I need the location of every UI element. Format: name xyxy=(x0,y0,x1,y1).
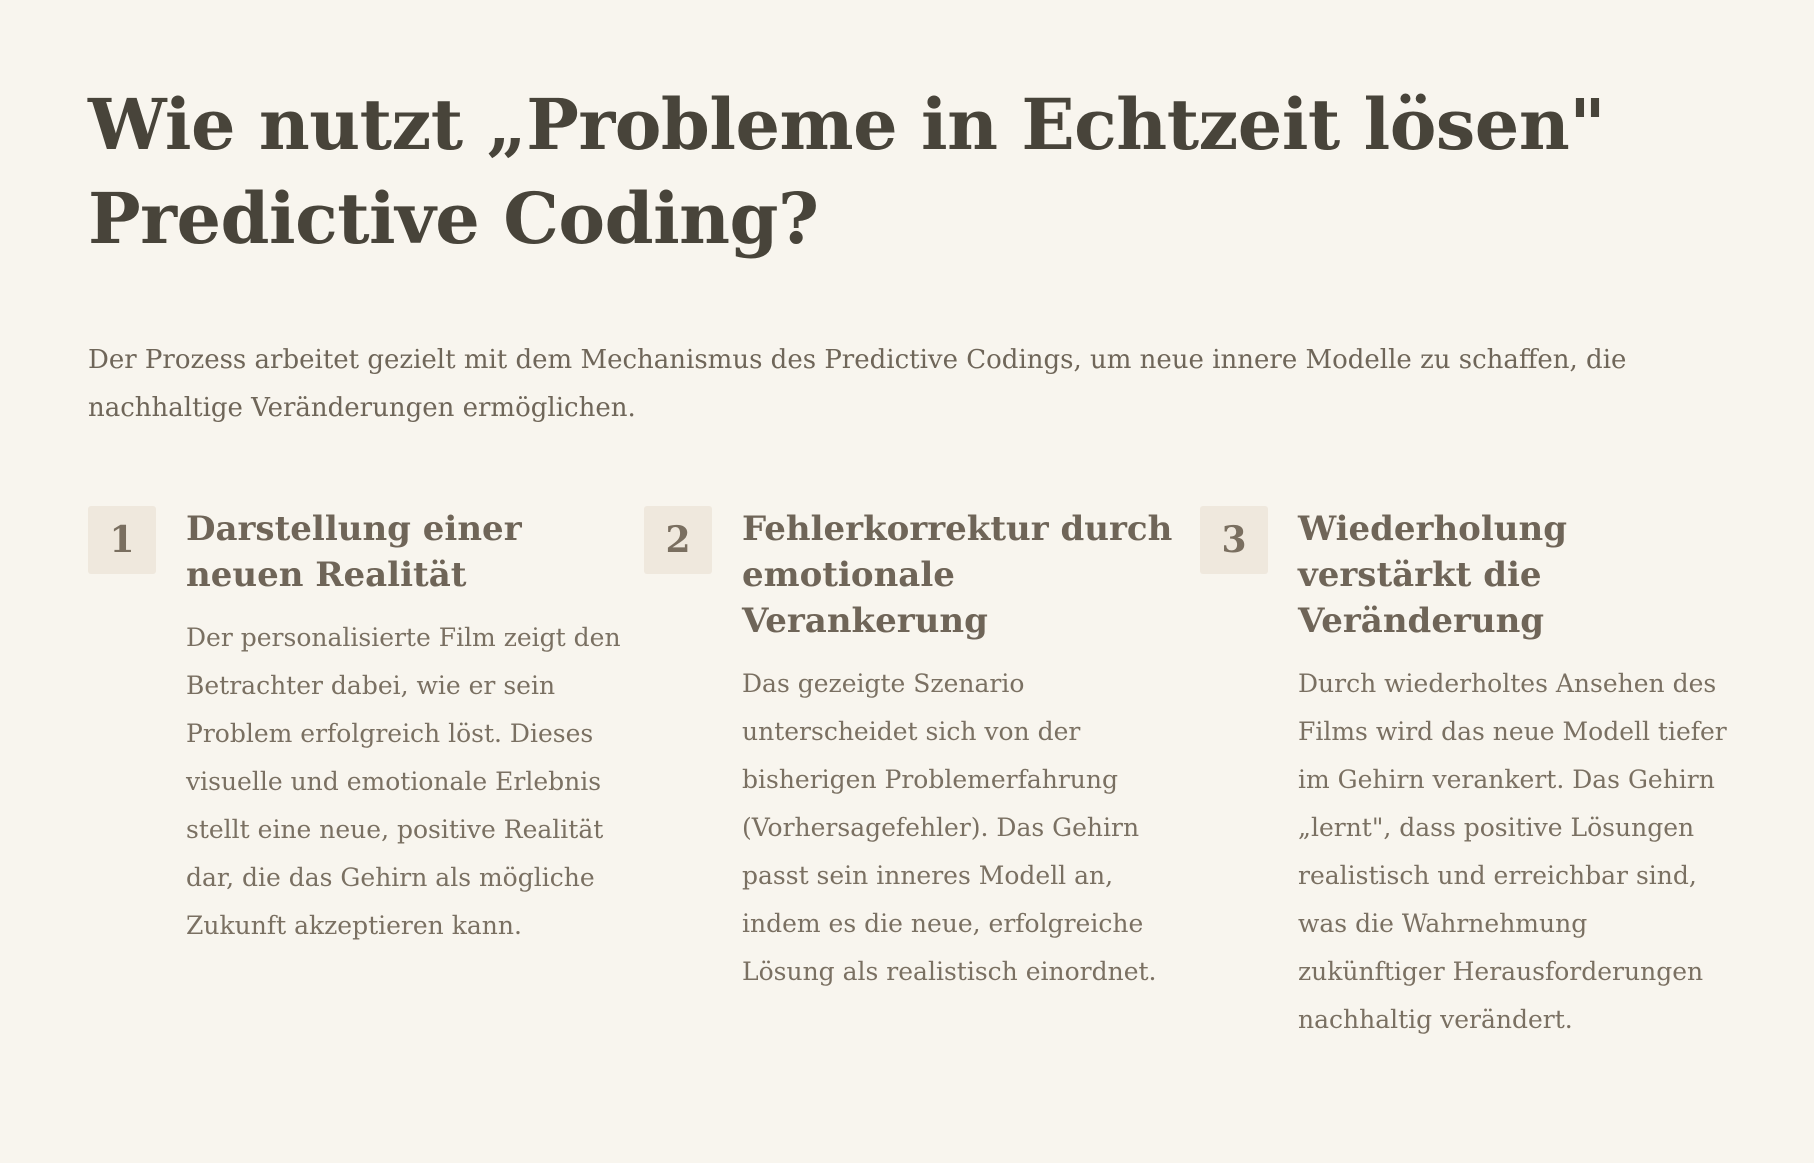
step-description: Durch wiederholtes Ansehen des Films wird das neue Modell tiefer im Gehirn verankert. Das Gehirn „lernt", dass positive Lösungen realistisch und erreichbar sind, was die Wahrnehmung zukünftiger Herausforderungen nachhaltig verändert. xyxy=(1298,669,1727,1034)
step-content xyxy=(742,506,1182,996)
step-title: Fehlerkorrektur durch emotionale Verankerung xyxy=(742,509,1173,641)
step-number-badge: 3 xyxy=(1200,506,1268,574)
step-title: Wiederholung verstärkt die Veränderung xyxy=(1298,509,1567,641)
step-number-badge: 1 xyxy=(88,506,156,574)
step-content xyxy=(1298,506,1738,1044)
steps-list xyxy=(88,506,1726,1126)
step-title: Darstellung einer neuen Realität xyxy=(186,509,522,595)
step-description: Der personalisierte Film zeigt den Betrachter dabei, wie er sein Problem erfolgreich löst. Dieses visuelle und emotionale Erlebnis stellt eine neue, positive Realität dar, die das Gehirn als mögliche Zukunft akzeptieren kann. xyxy=(186,623,621,940)
intro-paragraph: Der Prozess arbeitet gezielt mit dem Mechanismus des Predictive Codings, um neue innere Modelle zu schaffen, die nachhaltige Veränderungen ermöglichen. xyxy=(88,345,1627,423)
step-number-badge: 2 xyxy=(644,506,712,574)
step-description: Das gezeigte Szenario unterscheidet sich von der bisherigen Problemerfahrung (Vorhersagefehler). Das Gehirn passt sein inneres Modell an, indem es die neue, erfolgreiche Lösung als realistisch einordnet. xyxy=(742,669,1157,986)
page-title: Wie nutzt „Probleme in Echtzeit lösen" Predictive Coding? xyxy=(88,83,1606,260)
step-content xyxy=(186,506,626,950)
